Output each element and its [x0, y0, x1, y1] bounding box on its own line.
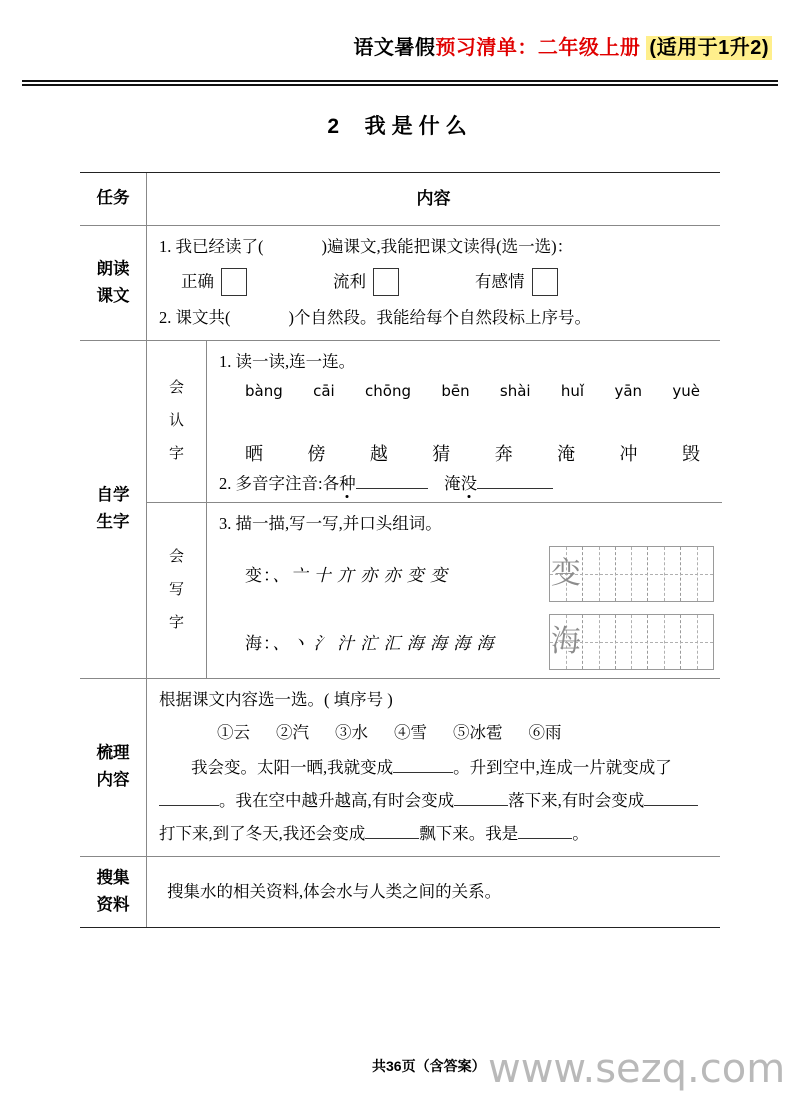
- reading-item2-prefix: 2. 课文共(: [159, 308, 231, 328]
- duoyin-blank-2[interactable]: [477, 488, 553, 489]
- row-label-selfstudy-line2: 生字: [96, 513, 130, 532]
- reading-choice-fluent-label: 流利: [333, 271, 366, 291]
- sublabel-write-c3: 字: [168, 614, 184, 631]
- subsection-recognize: [147, 341, 722, 503]
- header-title-red: 预习清单：二年级上册: [435, 37, 641, 59]
- watermark: www.sezq.com: [488, 1046, 786, 1092]
- checkbox-correct[interactable]: [221, 268, 247, 296]
- organize-prompt: 根据课文内容选一选。( 填序号 ): [159, 689, 393, 709]
- option-item[interactable]: ⑥雨: [528, 723, 562, 743]
- table-row-organize: [80, 679, 720, 857]
- organize-paragraph: [159, 751, 712, 850]
- pinyin-item: yuè: [672, 381, 700, 400]
- row-content-organize: [147, 679, 720, 856]
- pinyin-item: chōng: [365, 381, 411, 400]
- recognize-item-1: 1. 读一读,连一连。: [219, 351, 356, 371]
- reading-item-1: [159, 232, 712, 263]
- selfstudy-subsections: [147, 341, 722, 678]
- row-label-selfstudy: [80, 341, 147, 678]
- grid-cell[interactable]: [616, 547, 649, 601]
- reading-choice-fluent[interactable]: [333, 267, 399, 298]
- grid-cell[interactable]: [583, 547, 616, 601]
- sublabel-recognize-c2: 认: [168, 412, 184, 429]
- option-item[interactable]: ③水: [335, 723, 368, 743]
- organize-options: [159, 718, 712, 749]
- row-label-collect-line1: 搜集: [96, 868, 130, 887]
- hanzi-item: 淹: [557, 443, 576, 464]
- reading-choice-correct[interactable]: [181, 267, 247, 298]
- footer-page-info: 共36页（含答案）: [372, 1058, 486, 1074]
- reading-choice-emotion[interactable]: [475, 267, 558, 298]
- write-item-3: 3. 描一描,写一写,并口头组词。: [219, 513, 442, 533]
- stroke-seq-bian: 、亠 十 亣 亦 亦 变 变: [272, 566, 448, 586]
- reading-item2-suffix: )个自然段。我能给每个自然段标上序号。: [288, 308, 591, 328]
- grid-model-char-hai: 海: [550, 624, 581, 658]
- para-blank-3[interactable]: [454, 805, 508, 806]
- duoyin-prefix: 2. 多音字注音:各: [219, 473, 340, 493]
- sublabel-recognize: [147, 341, 207, 502]
- grid-cell[interactable]: [550, 615, 583, 669]
- duoyin-dotted-char-1: 种: [339, 470, 356, 494]
- table-row-reading: [80, 226, 720, 341]
- row-label-reading-line2: 课文: [96, 286, 130, 305]
- para-blank-1[interactable]: [393, 772, 453, 773]
- reading-choice-correct-label: 正确: [181, 271, 214, 291]
- stroke-seq-hai: 、丶 氵 汁 汒 汇 海 海 海 海: [272, 634, 495, 654]
- table-row-selfstudy: [80, 341, 720, 679]
- collect-text: 搜集水的相关资料,体会水与人类之间的关系。: [167, 881, 502, 901]
- para-blank-2[interactable]: [159, 805, 219, 806]
- pinyin-item: cāi: [313, 381, 335, 400]
- para-blank-4[interactable]: [644, 805, 698, 806]
- hanzi-item: 猜: [432, 443, 451, 464]
- sublabel-recognize-c3: 字: [168, 445, 184, 462]
- option-item[interactable]: ①云: [217, 723, 250, 743]
- write-entry-bian: [219, 546, 714, 602]
- reading-choices: [159, 263, 712, 304]
- duoyin-mid: 淹: [444, 473, 461, 493]
- pinyin-item: yān: [614, 381, 643, 400]
- para-part-6: 飘下来。我是: [419, 823, 519, 843]
- grid-cell[interactable]: [648, 615, 681, 669]
- grid-model-char-bian: 变: [550, 556, 581, 590]
- practice-grid-hai[interactable]: [549, 614, 714, 670]
- header-title-black: 语文暑假: [353, 37, 436, 59]
- row-label-reading: [80, 226, 147, 340]
- lesson-title: 我是什么: [364, 115, 473, 138]
- header-title-line: [353, 38, 772, 58]
- lesson-number: 2: [327, 115, 341, 138]
- pinyin-row: [219, 382, 714, 400]
- write-entry-hai: [219, 614, 714, 670]
- para-blank-5[interactable]: [365, 838, 419, 839]
- stroke-lead-bian: 变：: [245, 566, 273, 586]
- option-item[interactable]: ②汽: [276, 723, 309, 743]
- duoyin-dotted-char-2: 没: [461, 470, 478, 494]
- hanzi-item: 越: [369, 443, 388, 464]
- grid-cell[interactable]: [550, 547, 583, 601]
- para-part-1: 我会变。太阳一晒,我就变成: [191, 757, 394, 777]
- grid-cell[interactable]: [648, 547, 681, 601]
- row-label-organize-line1: 梳理: [96, 743, 130, 762]
- practice-grid-bian[interactable]: [549, 546, 714, 602]
- table-header-task: 任务: [80, 173, 147, 225]
- grid-cell[interactable]: [681, 547, 713, 601]
- page-header: [0, 0, 800, 92]
- sublabel-write: [147, 503, 207, 678]
- para-part-4: 落下来,有时会变成: [508, 790, 645, 810]
- sublabel-write-c2: 写: [168, 581, 184, 598]
- subcontent-recognize: [207, 341, 722, 502]
- para-part-5: 打下来,到了冬天,我还会变成: [159, 823, 366, 843]
- pinyin-item: bàng: [245, 381, 283, 400]
- row-label-organize: [80, 679, 147, 856]
- row-content-collect: [147, 857, 720, 928]
- worksheet-table: [80, 172, 720, 928]
- reading-item-2: [159, 303, 712, 334]
- hanzi-item: 傍: [307, 443, 326, 464]
- checkbox-fluent[interactable]: [373, 268, 399, 296]
- para-blank-6[interactable]: [518, 838, 572, 839]
- header-divider-rule: [22, 80, 778, 86]
- sublabel-recognize-c1: 会: [168, 379, 184, 396]
- table-row-collect: [80, 857, 720, 928]
- reading-item1-suffix: )遍课文,我能把课文读得(选一选)：: [321, 237, 574, 256]
- row-content-reading: [147, 226, 720, 340]
- row-label-collect: [80, 857, 147, 928]
- hanzi-item: 冲: [619, 443, 638, 464]
- subsection-write: [147, 503, 722, 678]
- page-footer: [0, 1044, 800, 1114]
- subcontent-write: [207, 503, 722, 678]
- grid-cell[interactable]: [681, 615, 713, 669]
- option-item[interactable]: ⑤冰雹: [453, 723, 503, 743]
- para-part-2: 。升到空中,连成一片就变成了: [453, 757, 672, 777]
- sublabel-write-c1: 会: [168, 548, 184, 565]
- row-label-selfstudy-line1: 自学: [96, 485, 130, 504]
- hanzi-item: 毁: [681, 443, 700, 464]
- header-grade-badge: (适用于1升2): [646, 36, 772, 60]
- para-part-7: 。: [572, 823, 589, 843]
- hanzi-row: [219, 440, 714, 466]
- table-header-row: [80, 173, 720, 226]
- checkbox-emotion[interactable]: [532, 268, 558, 296]
- reading-item1-prefix: 1. 我已经读了(: [159, 237, 264, 256]
- stroke-lead-hai: 海：: [245, 634, 273, 654]
- pinyin-item: shài: [499, 381, 531, 400]
- option-item[interactable]: ④雪: [394, 723, 427, 743]
- row-label-reading-line1: 朗读: [96, 259, 130, 278]
- pinyin-item: bēn: [441, 381, 470, 400]
- table-header-content: 内容: [416, 189, 451, 209]
- page-title: [0, 110, 800, 140]
- hanzi-item: 奔: [494, 443, 513, 464]
- hanzi-item: 晒: [245, 443, 263, 464]
- grid-cell[interactable]: [616, 615, 649, 669]
- para-part-3: 。我在空中越升越高,有时会变成: [219, 790, 455, 810]
- recognize-item-2: [219, 470, 714, 494]
- reading-choice-emotion-label: 有感情: [475, 271, 525, 291]
- duoyin-blank-1[interactable]: [356, 488, 428, 489]
- stroke-order-hai: [219, 629, 549, 654]
- row-label-collect-line2: 资料: [96, 895, 130, 914]
- row-label-organize-line2: 内容: [96, 771, 130, 790]
- grid-cell[interactable]: [583, 615, 616, 669]
- stroke-order-bian: [219, 561, 549, 586]
- pinyin-item: huǐ: [560, 381, 585, 400]
